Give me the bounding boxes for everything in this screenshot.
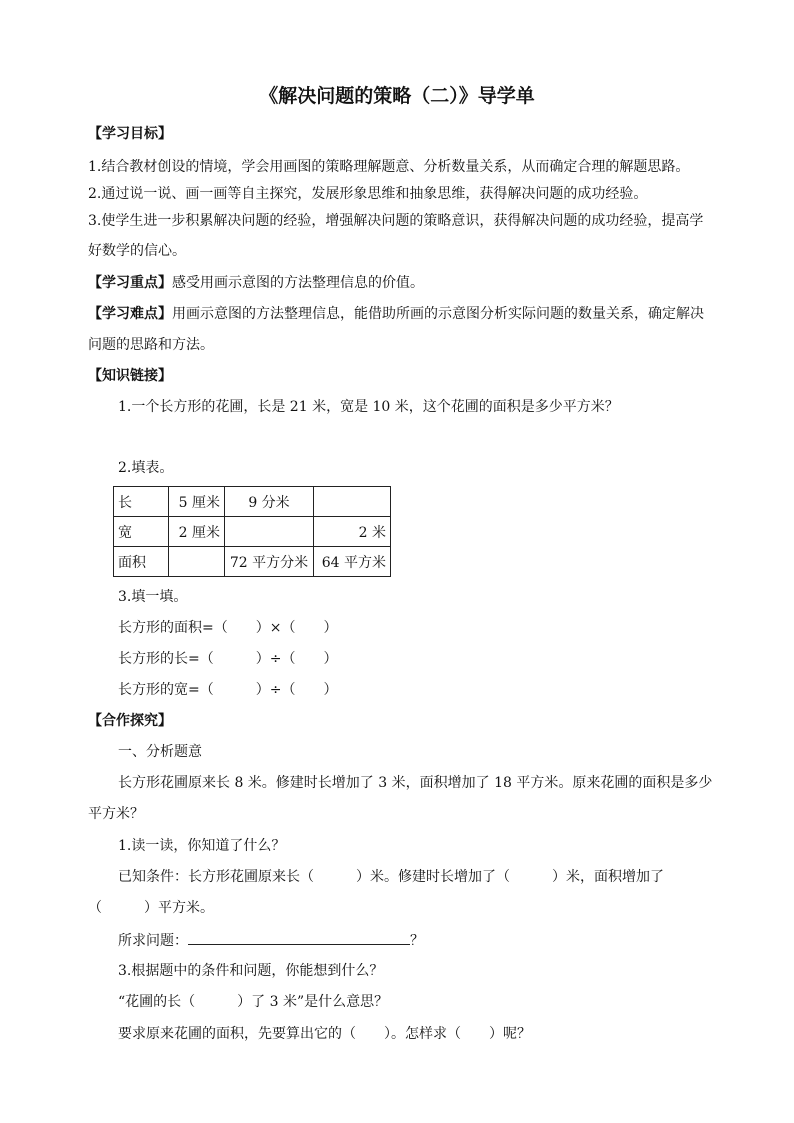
asked-question-line — [118, 929, 424, 951]
table-cell: 64 平方米 — [314, 547, 391, 577]
goal-item-3: 3.使学生进一步积累解决问题的经验，增强解决问题的策略意识，获得解决问题的成功经验，提高学 — [88, 213, 704, 229]
table-cell: 2 厘米 — [169, 517, 225, 547]
goal-item-1: 1.结合教材创设的情境，学会用画图的策略理解题意、分析数量关系，从而确定合理的解题思路。 — [88, 159, 690, 175]
answer-blank — [188, 929, 410, 945]
goal-item-2: 2.通过说一说、画一画等自主探究，发展形象思维和抽象思维，获得解决问题的成功经验。 — [88, 186, 648, 202]
section-analyze: 一、分析题意 — [118, 744, 202, 760]
table-cell: 长 — [114, 487, 169, 517]
difficulty-text-cont: 问题的思路和方法。 — [88, 337, 214, 353]
difficulty-text: 用画示意图的方法整理信息，能借助所画的示意图分析实际问题的数量关系，确定解决 — [172, 306, 704, 322]
table-cell: 9 分米 — [225, 487, 314, 517]
table-row — [114, 517, 391, 547]
table-cell: 面积 — [114, 547, 169, 577]
need-question: 要求原来花圃的面积，先要算出它的（ ）。怎样求（ ）呢？ — [118, 1026, 531, 1042]
table-cell — [169, 547, 225, 577]
goals-heading: 【学习目标】 — [88, 126, 172, 142]
meaning-question: “花圃的长（ ）了 3 米”是什么意思？ — [118, 994, 389, 1010]
read-question: 1.读一读，你知道了什么？ — [118, 838, 286, 854]
think-question: 3.根据题中的条件和问题，你能想到什么？ — [118, 963, 384, 979]
explore-heading: 【合作探究】 — [88, 713, 172, 729]
table-cell: 72 平方分米 — [225, 547, 314, 577]
asked-end: ？ — [410, 933, 424, 949]
page-title: 《解决问题的策略（二）》导学单 — [259, 85, 535, 107]
focus-heading: 【学习重点】 — [88, 275, 172, 291]
focus-text: 感受用画示意图的方法整理信息的价值。 — [172, 275, 424, 291]
goal-item-3-cont: 好数学的信心。 — [88, 243, 186, 259]
problem-text: 长方形花圃原来长 8 米。修建时长增加了 3 米，面积增加了 18 平方米。原来花圃的面积是多少 — [118, 775, 713, 791]
problem-text-cont: 平方米？ — [88, 806, 144, 822]
table-row — [114, 487, 391, 517]
formula-area: 长方形的面积=（ ）×（ ） — [118, 620, 338, 636]
table-cell: 宽 — [114, 517, 169, 547]
table-cell: 5 厘米 — [169, 487, 225, 517]
formula-length: 长方形的长=（ ）÷（ ） — [118, 651, 338, 667]
link-question-3: 3.填一填。 — [118, 589, 188, 605]
fill-table — [113, 486, 391, 577]
table-row — [114, 547, 391, 577]
known-conditions-cont: （ ）平方米。 — [88, 900, 214, 916]
table-cell — [314, 487, 391, 517]
asked-label: 所求问题： — [118, 933, 188, 949]
table-cell: 2 米 — [314, 517, 391, 547]
focus-line — [88, 273, 424, 293]
link-question-1: 1.一个长方形的花圃，长是 21 米，宽是 10 米，这个花圃的面积是多少平方米？ — [118, 399, 619, 415]
difficulty-heading: 【学习难点】 — [88, 306, 172, 322]
table-cell — [225, 517, 314, 547]
formula-width: 长方形的宽=（ ）÷（ ） — [118, 682, 338, 698]
link-question-2: 2.填表。 — [118, 460, 174, 476]
known-conditions: 已知条件：长方形花圃原来长（ ）米。修建时长增加了（ ）米，面积增加了 — [118, 869, 664, 885]
difficulty-line — [88, 304, 704, 324]
link-heading: 【知识链接】 — [88, 368, 172, 384]
